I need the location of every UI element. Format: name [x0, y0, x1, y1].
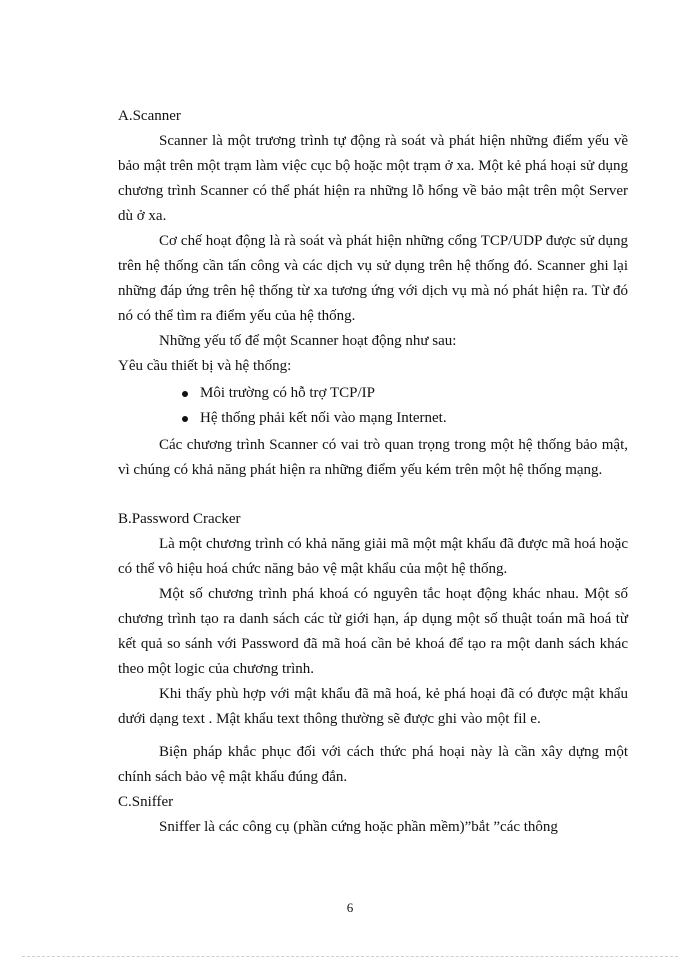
list-item-text: Môi trường có hỗ trợ TCP/IP	[200, 385, 375, 401]
bullet-icon	[182, 391, 188, 397]
list-item	[118, 406, 628, 431]
requirements-label: Yêu cầu thiết bị và hệ thống:	[118, 358, 292, 374]
section-c-title: C.Sniffer	[118, 794, 174, 810]
requirements-list	[118, 381, 628, 431]
section-b-paragraph-1: Là một chương trình có khả năng giải mã một mật khẩu đã được mã hoá hoặc có thể vô hiệu hoá chức năng bảo vệ mật khẩu của một hệ thống.	[118, 536, 628, 577]
page-number: 6	[346, 900, 354, 915]
section-a-paragraph-4: Các chương trình Scanner có vai trò quan trọng trong một hệ thống bảo mật, vì chúng có khả năng phát hiện ra những điểm yếu kém trên một hệ thống mạng.	[118, 437, 628, 478]
section-a-paragraph-2: Cơ chế hoạt động là rà soát và phát hiện những cổng TCP/UDP được sử dụng trên hệ thống cần tấn công và các dịch vụ sử dụng trên hệ thống đó. Scanner ghi lại những đáp ứng trên hệ thống từ xa tương ứng với dịch vụ mà nó phát hiện ra. Từ đó nó có thể tìm ra điểm yếu của hệ thống.	[118, 233, 628, 324]
section-spacer	[118, 483, 628, 507]
section-b-paragraph-2: Một số chương trình phá khoá có nguyên tắc hoạt động khác nhau. Một số chương trình tạo ra danh sách các từ giới hạn, áp dụng một số thuật toán mã hoá từ kết quả so sánh với Password đã mã hoá cần bẻ khoá để tạo ra một danh sách khác theo một logic của chương trình.	[118, 586, 628, 677]
page-bottom-divider	[22, 956, 678, 957]
section-a-paragraph-1: Scanner là một trương trình tự động rà soát và phát hiện những điểm yếu về bảo mật trên một trạm làm việc cục bộ hoặc một trạm ở xa. Một kẻ phá hoại sử dụng chương trình Scanner có thể phát hiện ra những lỗ hổng về bảo mật trên một Server dù ở xa.	[118, 133, 628, 224]
list-item-text: Hệ thống phải kết nối vào mạng Internet.	[200, 410, 447, 426]
section-a-title: A.Scanner	[118, 108, 181, 124]
section-b-paragraph-3: Khi thấy phù hợp với mật khẩu đã mã hoá, kẻ phá hoại đã có được mật khẩu dưới dạng text . Mật khẩu text thông thường sẽ được ghi vào một fil e.	[118, 686, 628, 727]
section-a-paragraph-3: Những yếu tố để một Scanner hoạt động như sau:	[159, 333, 457, 349]
paragraph-spacer	[118, 732, 628, 740]
section-b-paragraph-4: Biện pháp khắc phục đối với cách thức phá hoại này là cần xây dựng một chính sách bảo vệ mật khẩu đúng đắn.	[118, 744, 628, 785]
section-b-title: B.Password Cracker	[118, 511, 241, 527]
list-item	[118, 381, 628, 406]
section-c-paragraph-1: Sniffer là các công cụ (phần cứng hoặc phần mềm)”bắt ”các thông	[159, 819, 558, 835]
page-content	[118, 104, 628, 840]
bullet-icon	[182, 416, 188, 422]
